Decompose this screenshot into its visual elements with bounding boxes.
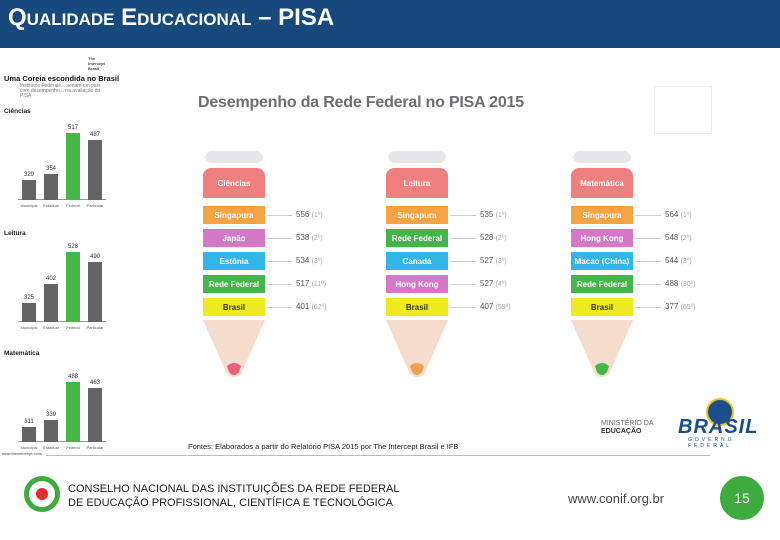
bar-value-label: 354 — [45, 165, 56, 172]
score-rank: (1º) — [495, 212, 507, 219]
score-leader-line — [267, 284, 292, 285]
score-leader-line — [450, 307, 476, 308]
pencil-country-band: Rede Federal — [203, 275, 265, 293]
score-value: 527 — [480, 279, 496, 288]
article-brand: The Intercept Brasil — [88, 56, 105, 71]
org-line1: CONSELHO NACIONAL DAS INSTITUIÇÕES DA REDE FEDERAL — [68, 483, 400, 495]
pencil-1 — [386, 148, 448, 378]
score-rank: (65º) — [680, 304, 696, 311]
website-link[interactable]: www.conif.org.br — [568, 491, 665, 506]
pencil-2 — [571, 148, 633, 378]
x-tick-label: Municipal — [20, 325, 38, 330]
country-score — [480, 302, 511, 311]
score-leader-line — [450, 284, 476, 285]
organization-name — [68, 482, 400, 510]
bar-value-label: 311 — [24, 418, 34, 425]
pencil-country-band: Macao (China) — [571, 252, 633, 270]
x-tick-label: Particular — [86, 203, 104, 208]
x-tick-label: Municipal — [20, 445, 38, 450]
x-tick-label: Federal — [66, 445, 80, 450]
bar-value-label: 325 — [23, 295, 34, 302]
pencil-country-band: Singapura — [571, 206, 633, 224]
slide-title-pisa: PISA — [278, 4, 335, 31]
score-leader-line — [635, 215, 661, 216]
country-score — [665, 210, 692, 219]
country-score — [480, 233, 507, 242]
score-leader-line — [635, 238, 661, 239]
sources-note: Fontes: Elaborados a partir do Relatório PISA 2015 por The Intercept Brasil e IFB — [188, 442, 459, 451]
pencil-country-band: Brasil — [571, 298, 633, 316]
conif-logo-icon — [24, 476, 60, 512]
country-score — [480, 256, 507, 265]
ministry-line1: MINISTÉRIO DA — [601, 420, 654, 427]
pencil-subject-label: Leitura — [386, 168, 448, 198]
brasil-logo-sub: GOVERNO FEDERAL — [688, 437, 735, 449]
bar-value-label: 339 — [45, 411, 56, 418]
country-score — [296, 210, 323, 219]
x-tick-label: Estadual — [43, 325, 59, 330]
pencil-country-band: Rede Federal — [386, 229, 448, 247]
score-value: 556 — [296, 210, 312, 219]
pencil-tip — [571, 320, 633, 380]
score-rank: (3º) — [680, 258, 692, 265]
score-rank: (2º) — [495, 235, 507, 242]
score-value: 377 — [665, 302, 681, 311]
country-score — [480, 210, 507, 219]
article-footnote: www.theintercept.com/... — [2, 451, 46, 456]
score-value: 564 — [665, 210, 681, 219]
country-score — [665, 302, 696, 311]
score-leader-line — [267, 261, 292, 262]
pencil-country-band: Rede Federal — [571, 275, 633, 293]
pencil-country-band: Brasil — [386, 298, 448, 316]
org-line2: DE EDUCAÇÃO PROFISSIONAL, CIENTÍFICA E TECNOLÓGICA — [68, 497, 393, 509]
ministry-logo — [601, 420, 654, 436]
bar-value-label: 463 — [89, 380, 100, 387]
pencil-eraser-band — [205, 148, 263, 166]
x-tick-label: Municipal — [20, 203, 38, 208]
score-rank: (3º) — [495, 258, 507, 265]
score-rank: (2º) — [680, 235, 692, 242]
pencil-country-band: Singapura — [386, 206, 448, 224]
score-value: 527 — [480, 256, 496, 265]
score-value: 534 — [296, 256, 312, 265]
score-rank: (1º) — [311, 212, 323, 219]
country-score — [480, 279, 507, 288]
score-leader-line — [450, 261, 476, 262]
pencil-tip — [203, 320, 265, 380]
score-value: 535 — [480, 210, 496, 219]
score-value: 528 — [480, 233, 496, 242]
brasil-logo-text: BRASIL — [678, 416, 759, 438]
score-leader-line — [267, 307, 292, 308]
score-rank: (30º) — [680, 281, 696, 288]
country-score — [665, 279, 696, 288]
bar-value-label: 528 — [67, 244, 78, 251]
chart-title: Leitura — [4, 230, 26, 237]
bar-value-label: 488 — [67, 374, 78, 381]
bar-value-label: 402 — [45, 275, 56, 282]
score-value: 407 — [480, 302, 496, 311]
pencil-country-band: Estônia — [203, 252, 265, 270]
country-score — [296, 279, 326, 288]
country-score — [296, 233, 323, 242]
pencil-country-band: Brasil — [203, 298, 265, 316]
x-tick-label: Estadual — [43, 445, 59, 450]
pencil-country-band: Singapura — [203, 206, 265, 224]
footer-divider — [46, 455, 710, 456]
score-leader-line — [635, 284, 661, 285]
score-rank: (11º) — [311, 281, 327, 288]
bar-value-label: 329 — [23, 172, 34, 179]
article-subtitle: Institutos Federais... seriam um país com desempenho... na avaliação do PISA — [20, 83, 101, 99]
pencil-0 — [203, 148, 265, 378]
slide-title-separator: – — [251, 4, 279, 31]
score-value: 488 — [665, 279, 681, 288]
pencil-subject-label: Ciências — [203, 168, 265, 198]
pencil-subject-label: Matemática — [571, 168, 633, 198]
score-leader-line — [450, 238, 476, 239]
score-leader-line — [267, 238, 292, 239]
pencil-country-band: Japão — [203, 229, 265, 247]
pencil-country-band: Hong Kong — [571, 229, 633, 247]
country-score — [665, 256, 692, 265]
country-score — [296, 302, 327, 311]
score-rank: (1º) — [680, 212, 692, 219]
score-leader-line — [635, 307, 661, 308]
pencil-country-band: Canadá — [386, 252, 448, 270]
score-leader-line — [635, 261, 661, 262]
bar-value-label: 490 — [89, 253, 100, 260]
x-tick-label: Estadual — [43, 203, 59, 208]
pencil-country-band: Hong Kong — [386, 275, 448, 293]
chart-title: Matemática — [4, 350, 40, 357]
brasil-logo — [670, 398, 774, 449]
score-rank: (2º) — [311, 235, 323, 242]
slide-title-main: Qualidade Educacional — [8, 4, 252, 31]
score-leader-line — [267, 215, 292, 216]
pencil-eraser-band — [573, 148, 631, 166]
score-value: 538 — [296, 233, 312, 242]
score-value: 548 — [665, 233, 681, 242]
bar-value-label: 487 — [89, 132, 100, 139]
chart-title: Ciências — [4, 108, 31, 115]
bar-value-label: 517 — [67, 124, 78, 131]
x-tick-label: Federal — [66, 203, 80, 208]
score-rank: (59º) — [495, 304, 511, 311]
score-leader-line — [450, 215, 476, 216]
country-score — [296, 256, 323, 265]
article-title: Uma Coreia escondida no Brasil — [4, 74, 120, 83]
score-rank: (62º) — [311, 304, 327, 311]
x-tick-label: Particular — [86, 445, 104, 450]
score-value: 544 — [665, 256, 681, 265]
infographic-title: Desempenho da Rede Federal no PISA 2015 — [198, 94, 524, 111]
score-value: 517 — [296, 279, 312, 288]
page-number: 15 — [720, 476, 764, 520]
country-score — [665, 233, 692, 242]
x-tick-label: Particular — [86, 325, 104, 330]
score-value: 401 — [296, 302, 312, 311]
pencil-tip — [386, 320, 448, 380]
x-tick-label: Federal — [66, 325, 80, 330]
ministry-line2: EDUCAÇÃO — [601, 428, 642, 435]
score-rank: (3º) — [311, 258, 323, 265]
pencil-eraser-band — [388, 148, 446, 166]
score-rank: (4º) — [495, 281, 507, 288]
